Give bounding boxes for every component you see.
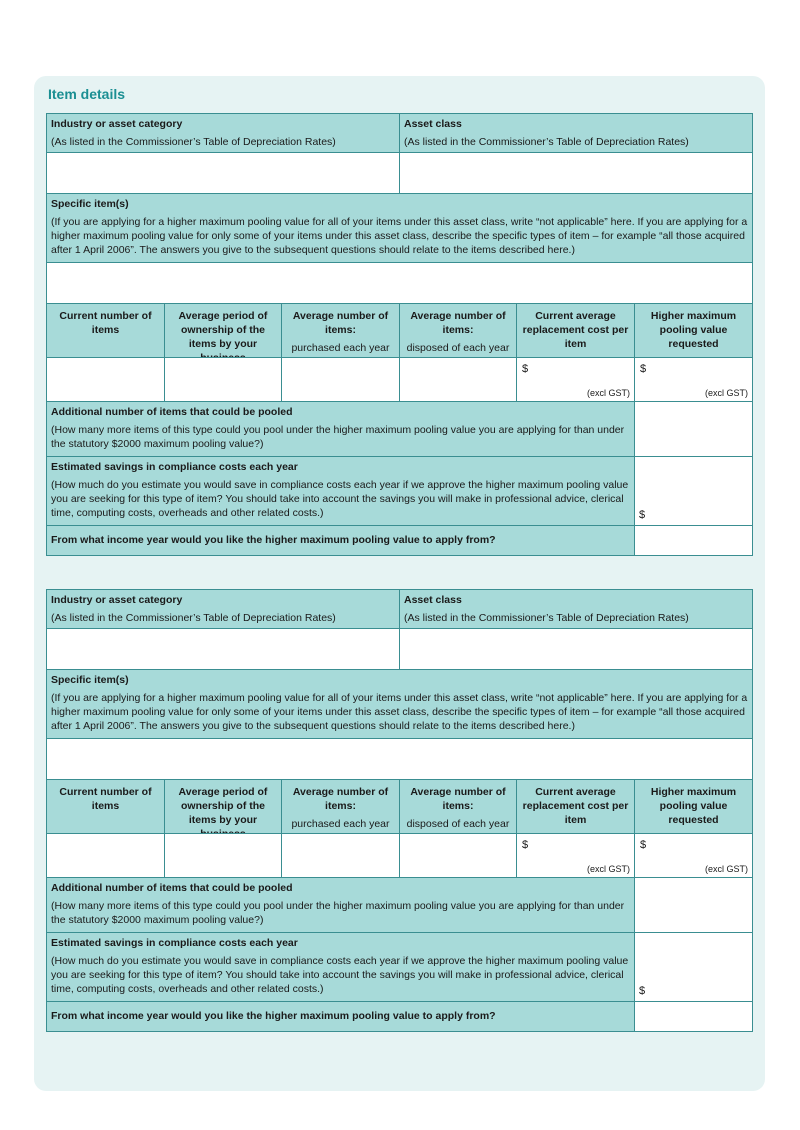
industry-category-header <box>46 113 400 153</box>
estimated-savings-note: (How much do you estimate you would save in compliance costs each year if we approve the higher maximum pooling value you are seeking for this type of item? You should take into account the savings you will make in professional advice, clerical time, computing costs, overheads and other related costs.) <box>51 955 629 995</box>
specific-items-label: Specific item(s) <box>51 674 129 686</box>
col-header-higher-pooling-value: Higher maximum pooling value requested <box>634 303 753 358</box>
income-year-label: From what income year would you like the higher maximum pooling value to apply from? <box>51 534 496 546</box>
specific-items-note: (If you are applying for a higher maximum pooling value for all of your items under this asset class, write “not applicable” here. If you are applying for a higher maximum pooling value for only some of your items under this asset class, describe the specific types of item – for example “all those acquired after 1 April 2006”. The answers you give to the subsequent questions should relate to the items described here.) <box>51 692 748 732</box>
col-header-higher-pooling-value: Higher maximum pooling value requested <box>634 779 753 834</box>
industry-category-note: (As listed in the Commissioner’s Table of Depreciation Rates) <box>51 612 336 624</box>
industry-category-label: Industry or asset category <box>51 594 183 606</box>
col-header-replacement-cost: Current average replacement cost per item <box>516 779 635 834</box>
current-number-field[interactable] <box>46 833 165 878</box>
industry-category-label: Industry or asset category <box>51 118 183 130</box>
asset-class-note: (As listed in the Commissioner’s Table of Depreciation Rates) <box>404 136 689 148</box>
income-year-field[interactable] <box>634 1001 753 1032</box>
income-year-field[interactable] <box>634 525 753 556</box>
col-header-current-number: Current number of items <box>46 303 165 358</box>
estimated-savings-label: Estimated savings in compliance costs each year <box>51 937 298 949</box>
income-year-header <box>46 525 635 556</box>
estimated-savings-note: (How much do you estimate you would save in compliance costs each year if we approve the higher maximum pooling value you are seeking for this type of item? You should take into account the savings you will make in professional advice, clerical time, computing costs, overheads and other related costs.) <box>51 479 629 519</box>
income-year-header <box>46 1001 635 1032</box>
asset-class-field[interactable] <box>399 628 753 670</box>
excl-gst-note: (excl GST) <box>704 864 748 874</box>
purchased-each-year-field[interactable] <box>281 833 400 878</box>
dollar-sign: $ <box>522 839 529 851</box>
replacement-cost-field[interactable] <box>516 833 635 878</box>
specific-items-header <box>46 193 753 263</box>
average-period-field[interactable] <box>164 833 282 878</box>
replacement-cost-field[interactable] <box>516 357 635 402</box>
section-heading: Item details <box>48 86 126 102</box>
asset-class-field[interactable] <box>399 152 753 194</box>
additional-items-label: Additional number of items that could be pooled <box>51 406 293 418</box>
industry-category-note: (As listed in the Commissioner’s Table of Depreciation Rates) <box>51 136 336 148</box>
industry-category-field[interactable] <box>46 152 400 194</box>
additional-items-header <box>46 401 635 457</box>
dollar-sign: $ <box>640 363 647 375</box>
col-header-replacement-cost: Current average replacement cost per item <box>516 303 635 358</box>
dollar-sign: $ <box>639 509 646 521</box>
higher-pooling-value-field[interactable] <box>634 833 753 878</box>
additional-items-header <box>46 877 635 933</box>
asset-class-header <box>399 113 753 153</box>
higher-pooling-value-field[interactable] <box>634 357 753 402</box>
asset-class-header <box>399 589 753 629</box>
estimated-savings-header <box>46 456 635 526</box>
dollar-sign: $ <box>522 363 529 375</box>
col-header-current-number: Current number of items <box>46 779 165 834</box>
col-header-average-period: Average period of ownership of the items by your <box>164 779 282 834</box>
estimated-savings-field[interactable] <box>634 456 753 526</box>
col-header-disposed-each-year: Average number of items: disposed of each year <box>399 779 517 834</box>
specific-items-note: (If you are applying for a higher maximum pooling value for all of your items under this asset class, write “not applicable” here. If you are applying for a higher maximum pooling value for only some of your items under this asset class, describe the specific types of item – for example “all those acquired after 1 April 2006”. The answers you give to the subsequent questions should relate to the items described here.) <box>51 216 748 256</box>
disposed-each-year-field[interactable] <box>399 357 517 402</box>
specific-items-header <box>46 669 753 739</box>
asset-class-label: Asset class <box>404 594 462 606</box>
specific-items-field[interactable] <box>46 262 753 304</box>
industry-category-header <box>46 589 400 629</box>
estimated-savings-label: Estimated savings in compliance costs each year <box>51 461 298 473</box>
current-number-field[interactable] <box>46 357 165 402</box>
col-header-purchased-each-year: Average number of items: purchased each year <box>281 303 400 358</box>
excl-gst-note: (excl GST) <box>704 388 748 398</box>
specific-items-field[interactable] <box>46 738 753 780</box>
col-header-purchased-each-year: Average number of items: purchased each year <box>281 779 400 834</box>
average-period-field[interactable] <box>164 357 282 402</box>
dollar-sign: $ <box>640 839 647 851</box>
estimated-savings-field[interactable] <box>634 932 753 1002</box>
purchased-each-year-field[interactable] <box>281 357 400 402</box>
excl-gst-note: (excl GST) <box>586 388 630 398</box>
excl-gst-note: (excl GST) <box>586 864 630 874</box>
income-year-label: From what income year would you like the higher maximum pooling value to apply from? <box>51 1010 496 1022</box>
additional-items-note: (How many more items of this type could you pool under the higher maximum pooling value you are applying for than under the statutory $2000 maximum pooling value?) <box>51 424 625 450</box>
additional-items-label: Additional number of items that could be pooled <box>51 882 293 894</box>
additional-items-note: (How many more items of this type could you pool under the higher maximum pooling value you are applying for than under the statutory $2000 maximum pooling value?) <box>51 900 625 926</box>
col-header-disposed-each-year: Average number of items: disposed of each year <box>399 303 517 358</box>
estimated-savings-header <box>46 932 635 1002</box>
dollar-sign: $ <box>639 985 646 997</box>
additional-items-field[interactable] <box>634 401 753 457</box>
additional-items-field[interactable] <box>634 877 753 933</box>
col-header-average-period: Average period of ownership of the items by your <box>164 303 282 358</box>
asset-class-label: Asset class <box>404 118 462 130</box>
disposed-each-year-field[interactable] <box>399 833 517 878</box>
industry-category-field[interactable] <box>46 628 400 670</box>
specific-items-label: Specific item(s) <box>51 198 129 210</box>
asset-class-note: (As listed in the Commissioner’s Table of Depreciation Rates) <box>404 612 689 624</box>
